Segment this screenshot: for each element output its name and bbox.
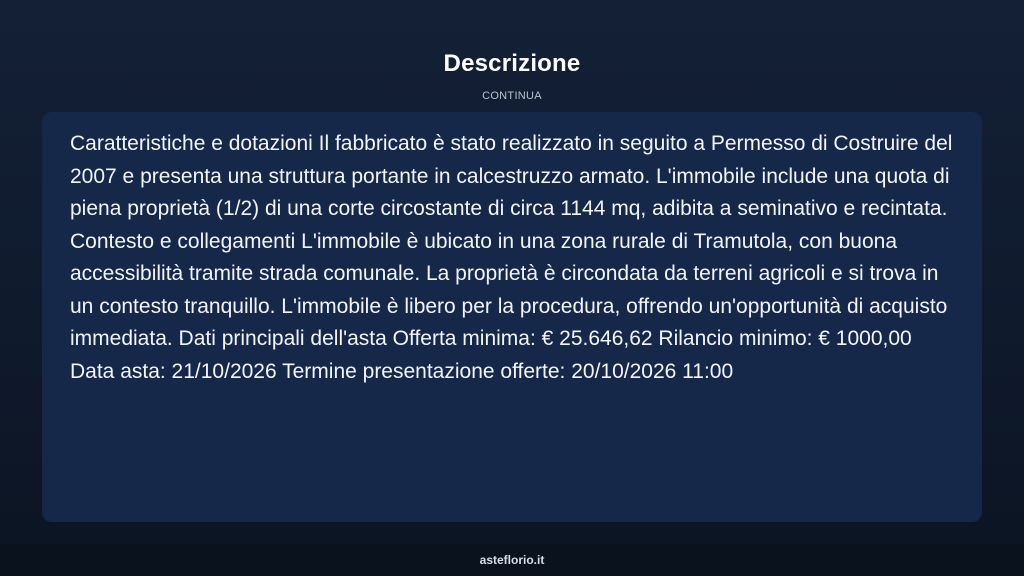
footer-site-label: asteflorio.it xyxy=(479,553,545,567)
description-text: Caratteristiche e dotazioni Il fabbricato è stato realizzato in seguito a Permesso di Costruire del 2007 e presenta una struttura portante in calcestruzzo armato. L'immobile include una quota di piena proprietà (1/2) di una corte circostante di circa 1144 mq, adibita a seminativo e recintata. Contesto e collegamenti L'immobile è ubicato in una zona rurale di Tramutola, con buona accessibilità tramite strada comunale. La proprietà è circondata da terreni agricoli e si trova in un contesto tranquillo. L'immobile è libero per la procedura, offrendo un'opportunità di acquisto immediata. Dati principali dell'asta Offerta minima: € 25.646,62 Rilancio minimo: € 1000,00 Data asta: 21/10/2026 Termine presentazione offerte: 20/10/2026 11:00 xyxy=(70,132,953,383)
page-subtitle: CONTINUA xyxy=(482,90,542,102)
page-title: Descrizione xyxy=(443,50,581,77)
description-card xyxy=(42,112,982,522)
footer-bar xyxy=(0,544,1024,576)
